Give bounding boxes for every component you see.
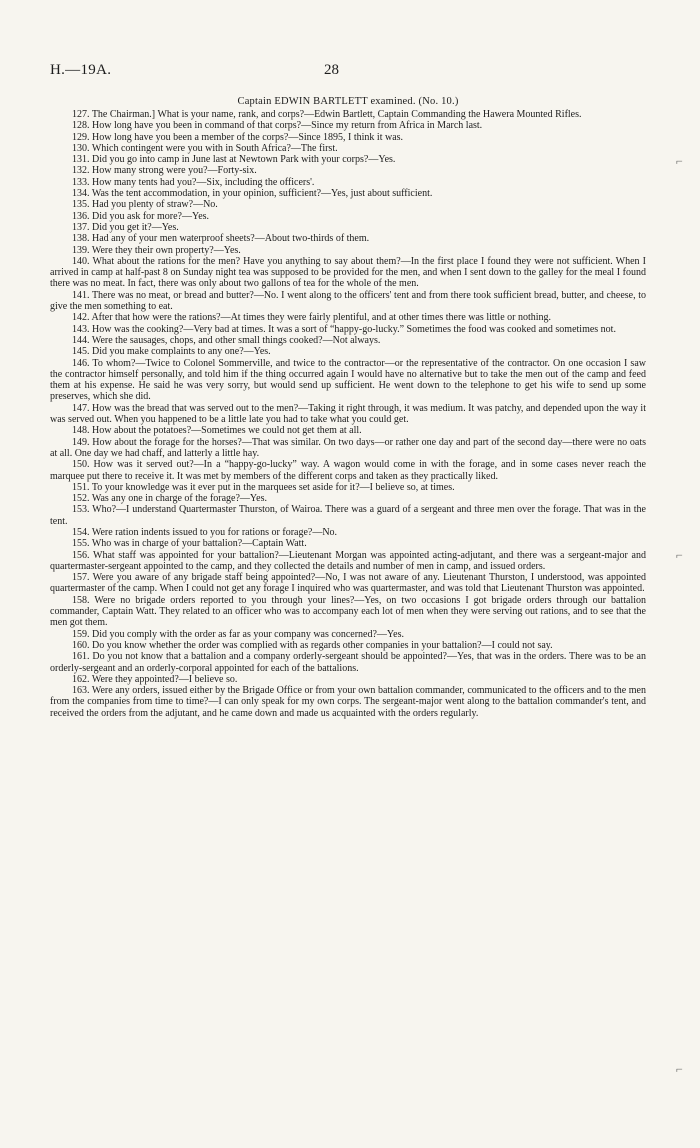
qa-paragraph: 153. Who?—I understand Quartermaster Thurston, of Wairoa. There was a guard of a sergeant and three men over the forage. That was in the tent. (50, 504, 646, 527)
document-page (50, 62, 646, 719)
qa-paragraph: 144. Were the sausages, chops, and other small things cooked?—Not always. (72, 334, 381, 346)
qa-paragraph: 150. How was it served out?—In a “happy-go-lucky” way. A wagon would come in with the forage, and in some cases never reach the marquee put there to receive it. It was met by members of the different corps and taken as they practically liked. (50, 459, 646, 482)
testimony-body (50, 109, 646, 719)
qa-paragraph: 128. How long have you been in command of that corps?—Since my return from Africa in March last. (72, 120, 483, 132)
qa-paragraph: 162. Were they appointed?—I believe so. (72, 673, 238, 685)
qa-paragraph: 138. Had any of your men waterproof sheets?—About two-thirds of them. (72, 233, 370, 245)
margin-mark: ⌐ (676, 154, 683, 168)
document-code: H.—19A. (50, 62, 112, 78)
qa-paragraph: 127. The Chairman.] What is your name, rank, and corps?—Edwin Bartlett, Captain Commanding the Hawera Mounted Rifles. (72, 109, 582, 120)
qa-paragraph: 139. Were they their own property?—Yes. (72, 244, 241, 256)
page-header (50, 62, 646, 84)
qa-paragraph: 135. Had you plenty of straw?—No. (72, 199, 218, 211)
qa-paragraph: 137. Did you get it?—Yes. (72, 221, 179, 233)
qa-paragraph: 163. Were any orders, issued either by the Brigade Office or from your own battalion commander, communicated to the officers and to the men from the companies from time to time?—I can only speak for my own corps. The sergeant-major went along to the battalion commander's tent, and received the orders from the adjutant, and he came down and made us acquainted with the orders regularly. (50, 685, 646, 719)
qa-paragraph: 142. After that how were the rations?—At times they were fairly plentiful, and at other times there was little or nothing. (72, 312, 552, 324)
margin-mark: ⌐ (676, 548, 683, 562)
qa-paragraph: 161. Do you not know that a battalion and a company orderly-sergeant should be appointed?—Yes, that was in the orders. There was to be an orderly-sergeant and an orderly-corporal appointed for each of the battalions. (50, 651, 646, 674)
margin-mark: ⌐ (676, 1062, 683, 1076)
qa-paragraph: 151. To your knowledge was it ever put in the marquees set aside for it?—I believe so, at times. (72, 481, 455, 493)
qa-paragraph: 147. How was the bread that was served out to the men?—Taking it right through, it was medium. It was patchy, and depended upon the way it was served out. When you happened to be a little late you had to take what you could get. (50, 402, 646, 426)
section-title: Captain EDWIN BARTLETT examined. (No. 10.) (237, 96, 459, 107)
qa-paragraph: 136. Did you ask for more?—Yes. (72, 210, 210, 222)
qa-paragraph: 145. Did you make complaints to any one?—Yes. (72, 346, 271, 358)
qa-paragraph: 146. To whom?—Twice to Colonel Sommerville, and twice to the contractor—or the representative of the contractor. On one occasion I saw the contractor himself personally, and told him if the thing occurred again I would have no alternative but to take the men out of the camp and feed them at his expense. He said he was very sorry, but would send up sufficient. He went down to the telephone to get his wife to send up some preserves, which she did. (50, 357, 646, 403)
qa-paragraph: 157. Were you aware of any brigade staff being appointed?—No, I was not aware of any. Lieutenant Thurston, I understood, was appointed quartermaster of the camp. When I could not get any forage I inquired who was quartermaster, and was told that Lieutenant Thurston was appointed. (50, 572, 646, 595)
qa-paragraph: 141. There was no meat, or bread and butter?—No. I went along to the officers' tent and from there took sufficient bread, butter, and cheese, to give the men something to eat. (50, 289, 646, 313)
qa-paragraph: 130. Which contingent were you with in South Africa?—The first. (72, 142, 338, 154)
qa-paragraph: 148. How about the potatoes?—Sometimes we could not get them at all. (72, 425, 362, 437)
qa-paragraph: 155. Who was in charge of your battalion?—Captain Watt. (72, 538, 307, 550)
qa-paragraph: 152. Was any one in charge of the forage?—Yes. (72, 493, 267, 505)
qa-paragraph: 129. How long have you been a member of the corps?—Since 1895, I think it was. (72, 131, 404, 143)
qa-paragraph: 154. Were ration indents issued to you for rations or forage?—No. (72, 526, 338, 538)
qa-paragraph: 159. Did you comply with the order as far as your company was concerned?—Yes. (72, 628, 404, 640)
qa-paragraph: 140. What about the rations for the men? Have you anything to say about them?—In the first place I found they were not sufficient. When I arrived in camp at half-past 8 on Sunday night tea was supposed to be provided for the men, and when I sent down to the galley for the meal I found there was no meat. In fact, there was only about two gallons of tea for the whole of the men. (50, 255, 646, 290)
qa-paragraph: 156. What staff was appointed for your battalion?—Lieutenant Morgan was appointed acting-adjutant, and there was a sergeant-major and quartermaster-sergeant appointed to the camp, and they collected the details and number of men in camp, and issued orders. (50, 549, 646, 572)
qa-paragraph: 131. Did you go into camp in June last at Newtown Park with your corps?—Yes. (72, 154, 396, 166)
qa-paragraph: 134. Was the tent accommodation, in your opinion, sufficient?—Yes, just about sufficient. (72, 188, 433, 200)
qa-paragraph: 160. Do you know whether the order was complied with as regards other companies in your battalion?—I could not say. (72, 639, 553, 651)
qa-paragraph: 158. Were no brigade orders reported to you through your lines?—Yes, on two occasions I got brigade orders through our battalion commander, Captain Watt. They related to an officer who was to accompany each lot of men when they were serving out rations, and to see that the men got them. (50, 594, 646, 629)
qa-paragraph: 132. How many strong were you?—Forty-six. (72, 165, 257, 177)
qa-paragraph: 133. How many tents had you?—Six, including the officers'. (72, 176, 315, 188)
page-number: 28 (324, 62, 339, 78)
qa-paragraph: 143. How was the cooking?—Very bad at times. It was a sort of “happy-go-lucky.” Sometimes the food was cooked and sometimes not. (72, 323, 616, 335)
qa-paragraph: 149. How about the forage for the horses?—That was similar. On two days—or rather one day and part of the second day—there were no oats at all. One day we had chaff, and latterly a little hay. (50, 436, 646, 459)
